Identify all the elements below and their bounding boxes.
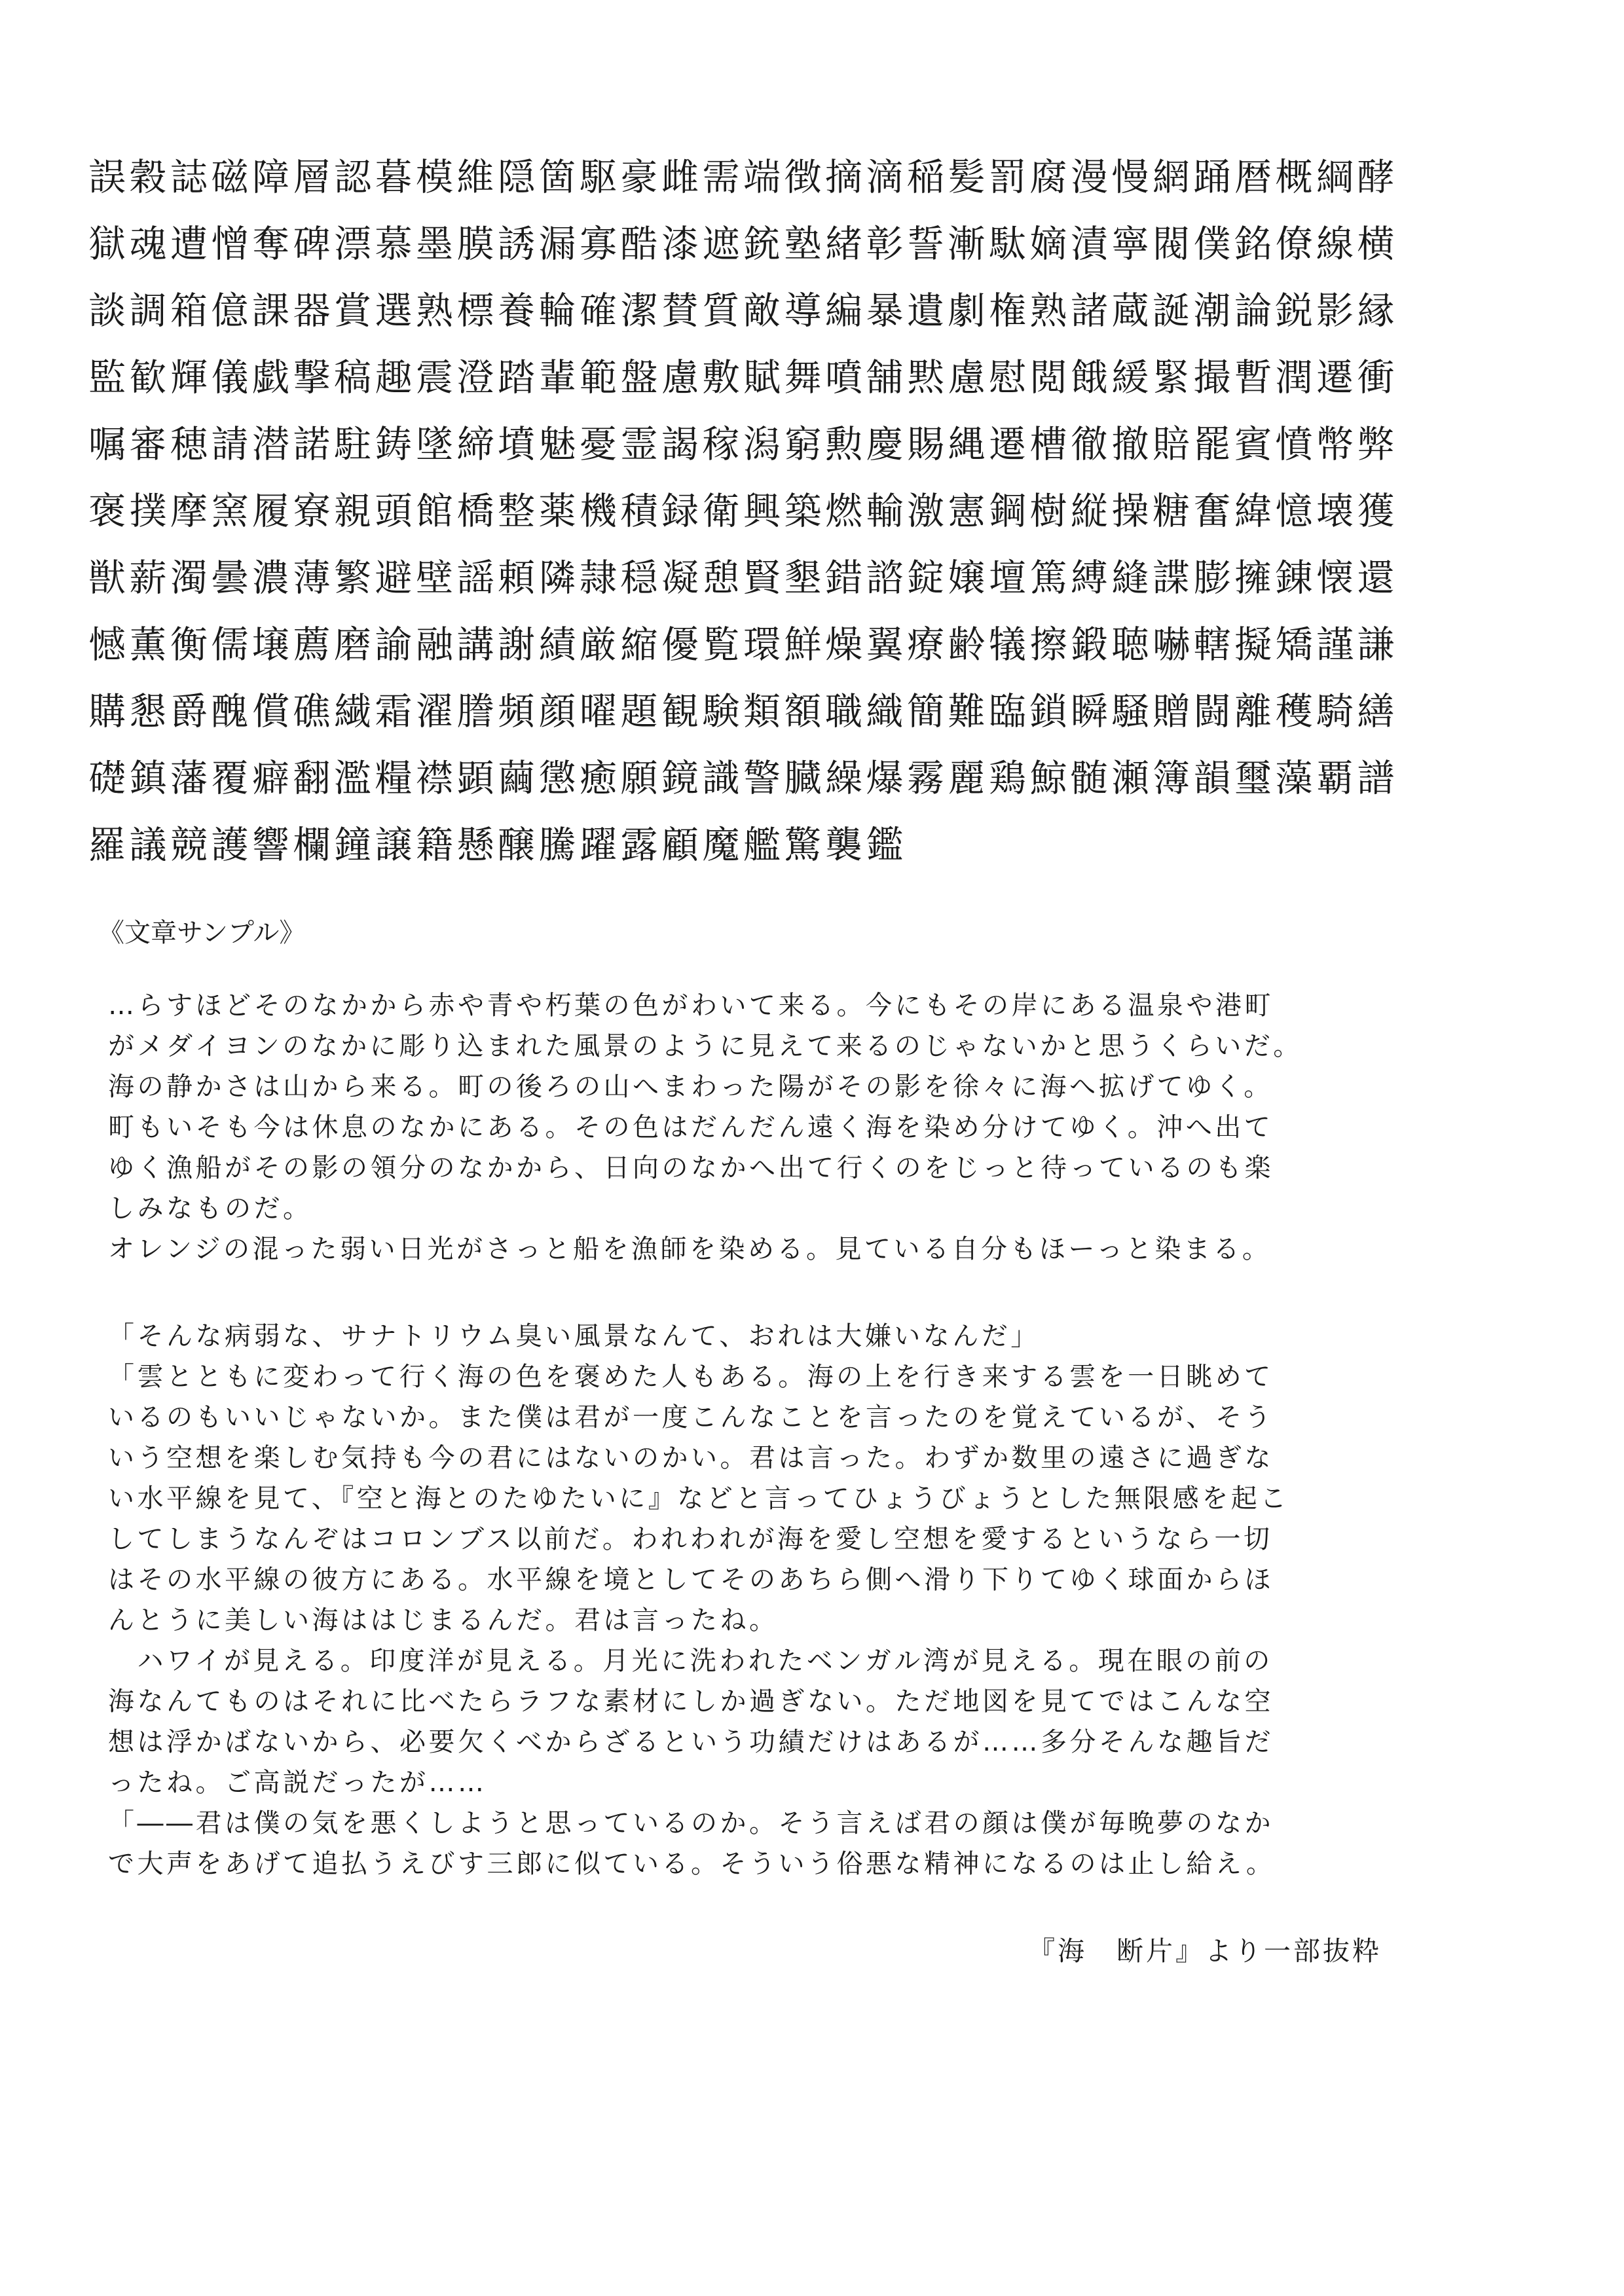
prose-line: がメダイヨンのなかに彫り込まれた風景のように見えて来るのじゃないかと思うくらいだ。 — [108, 1031, 1302, 1061]
kanji-line: 購懇爵醜償礁繊霜濯謄頻顔曜題観験類額職織簡難臨鎖瞬騒贈闘離穫騎繕 — [88, 690, 1398, 733]
kanji-line: 羅議競護響欄鐘譲籍懸醸騰躍露顧魔艦驚襲鑑 — [88, 824, 907, 867]
kanji-line: 談調箱億課器賞選熟標養輪確潔賛質敵導編暴遺劇権熟諸蔵誕潮論鋭影縁 — [88, 289, 1398, 333]
prose-line: 想は浮かばないから、必要欠くべからざるという功績だけはあるが……多分そんな趣旨だ — [108, 1727, 1274, 1757]
prose-line: 「――君は僕の気を悪くしようと思っているのか。そう言えば君の顔は僕が毎晩夢のなか — [108, 1808, 1274, 1838]
kanji-line: 獄魂遭憎奪碑漂慕墨膜誘漏寡酷漆遮銃塾緒彰誓漸駄嫡漬寧閥僕銘僚線横 — [88, 223, 1398, 266]
prose-line: ハワイが見える。印度洋が見える。月光に洗われたベンガル湾が見える。現在眼の前の — [108, 1646, 1273, 1676]
prose-line: はその水平線の彼方にある。水平線を境としてそのあちら側へ滑り下りてゆく球面からほ — [108, 1565, 1274, 1595]
source-attribution: 『海 断片』より一部抜粋 — [1028, 1935, 1382, 1967]
prose-line: 町もいそも今は休息のなかにある。その色はだんだん遠く海を染め分けてゆく。沖へ出て — [108, 1112, 1274, 1142]
prose-line: 海なんてものはそれに比べたらラフな素材にしか過ぎない。ただ地図を見てではこんな空 — [108, 1686, 1274, 1717]
prose-line: いう空想を楽しむ気持も今の君にはないのかい。君は言った。わずか数里の遠さに過ぎな — [108, 1443, 1274, 1473]
prose-line: んとうに美しい海ははじまるんだ。君は言ったね。 — [108, 1605, 779, 1635]
kanji-line: 嘱審穂請潜諾駐鋳墜締墳魅憂霊謁稼潟窮勲慶賜縄遷槽徹撤賠罷賓憤幣弊 — [88, 423, 1398, 466]
prose-line: …らすほどそのなかから赤や青や朽葉の色がわいて来る。今にもその岸にある温泉や港町 — [108, 991, 1274, 1021]
kanji-line: 監歓輝儀戯撃稿趣震澄踏輩範盤慮敷賦舞噴舗黙慮慰閲餓緩緊撮暫潤遷衝 — [88, 356, 1398, 399]
prose-paragraph-dialogue — [108, 1316, 1536, 1884]
kanji-line: 誤穀誌磁障層認暮模維隠箇駆豪雌需端徴摘滴稲髪罰腐漫慢網踊暦概綱酵 — [88, 156, 1398, 199]
prose-paragraph-scenery — [108, 985, 1536, 1269]
prose-line: 「そんな病弱な、サナトリウム臭い風景なんて、おれは大嫌いなんだ」 — [108, 1321, 1040, 1351]
prose-line: ったね。ご高説だったが…… — [108, 1768, 487, 1798]
prose-line: オレンジの混った弱い日光がさっと船を漁師を染める。見ている自分もほーっと染まる。 — [108, 1234, 1272, 1264]
kanji-line: 礎鎮藩覆癖翻濫糧襟顕繭懲癒願鏡識警臓繰爆霧麗鶏鯨髄瀬簿韻璽藻覇譜 — [88, 757, 1398, 800]
kanji-line: 獣薪濁曇濃薄繁避壁謡頼隣隷穏凝憩賢墾錯諮錠嬢壇篤縛縫諜膨擁錬懐還 — [88, 556, 1398, 600]
kanji-line: 褒撲摩窯履寮親頭館橋整薬機積録衛興築燃輸激憲鋼樹縦操糖奮緯憶壊獲 — [88, 490, 1398, 533]
prose-line: い水平線を見て、『空と海とのたゆたいに』などと言ってひょうびょうとした無限感を起こ — [108, 1484, 1289, 1514]
sample-section-heading: 《文章サンプル》 — [98, 918, 306, 948]
prose-line: で大声をあげて追払うえびす三郎に似ている。そういう俗悪な精神になるのは止し給え。 — [108, 1849, 1276, 1879]
prose-line: してしまうなんぞはコロンブス以前だ。われわれが海を愛し空想を愛するというなら一切 — [108, 1524, 1273, 1554]
prose-line: いるのもいいじゃないか。また僕は君が一度こんなことを言ったのを覚えているが、そう — [108, 1402, 1274, 1432]
kanji-character-grid — [88, 144, 1542, 879]
prose-line: ゆく漁船がその影の領分のなかから、日向のなかへ出て行くのをじっと待っているのも楽 — [108, 1153, 1274, 1183]
prose-line: 海の静かさは山から来る。町の後ろの山へまわった陽がその影を徐々に海へ拡げてゆく。 — [108, 1072, 1273, 1102]
prose-line: 「雲とともに変わって行く海の色を褒めた人もある。海の上を行き来する雲を一日眺めて — [108, 1362, 1274, 1392]
prose-line: しみなものだ。 — [108, 1194, 312, 1224]
kanji-line: 憾薫衡儒壌薦磨諭融講謝績厳縮優覧環鮮燥翼療齢犠擦鍛聴嚇轄擬矯謹謙 — [88, 623, 1398, 666]
